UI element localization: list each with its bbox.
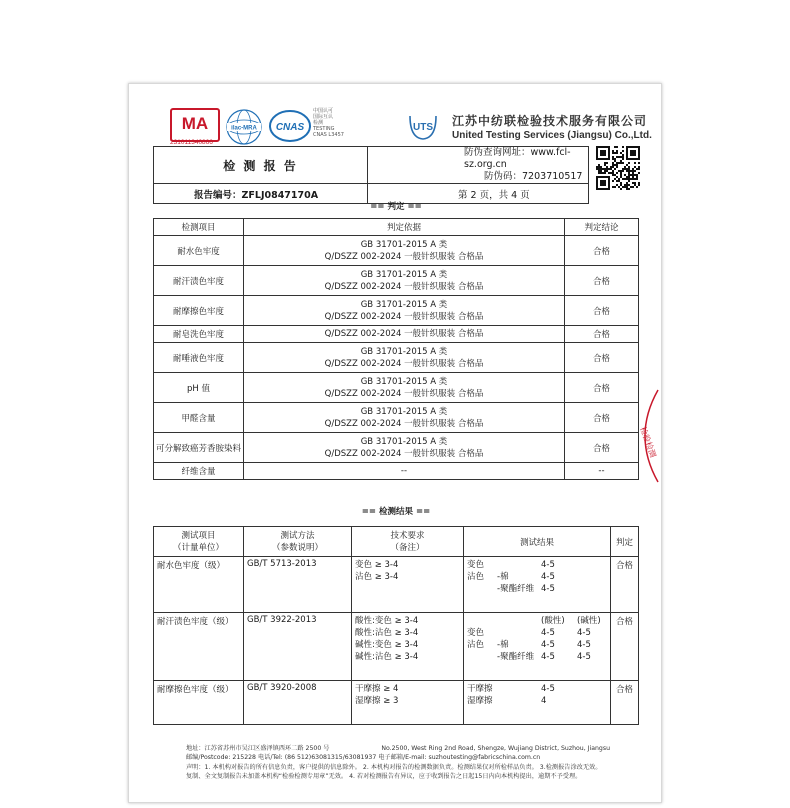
ilac-mra-logo (224, 107, 264, 147)
judgement-basis: GB 31701-2015 A 类 Q/DSZZ 002-2024 一般针织服装 合格品 (244, 373, 565, 403)
judgement-basis: -- (244, 463, 565, 480)
judgement-item: 耐皂洗色牢度 (154, 326, 244, 343)
judgement-row (154, 296, 639, 326)
results-row (154, 557, 639, 613)
footer (186, 744, 610, 781)
judgement-item: 耐唾液色牢度 (154, 343, 244, 373)
results-table (153, 526, 639, 725)
judgement-result: -- (565, 463, 639, 480)
judgement-table (153, 218, 639, 480)
judgement-result: 合格 (565, 266, 639, 296)
seal-text: 检验检测 (638, 425, 658, 459)
company-name-en: United Testing Services (Jiangsu) Co.,Ltd. (452, 130, 652, 141)
cnas-caption: 中国认可 国际互认 检测 TESTING CNAS L3457 (313, 108, 344, 138)
results-col-result: 测试结果 (464, 527, 611, 557)
judgement-item: 耐摩擦色牢度 (154, 296, 244, 326)
results-requirement: 酸性:变色 ≥ 3-4 酸性:沾色 ≥ 3-4 碱性:变色 ≥ 3-4 碱性:沾色 ≥ 3-4 (352, 613, 464, 681)
judgement-item: 纤维含量 (154, 463, 244, 480)
judgement-row (154, 433, 639, 463)
results-col-method: 测试方法 （参数说明） (244, 527, 352, 557)
cma-logo: MA (170, 108, 220, 142)
judgement-col-item: 检测项目 (154, 219, 244, 236)
judgement-result: 合格 (565, 236, 639, 266)
judgement-col-basis: 判定依据 (244, 219, 565, 236)
page-info: 第 2 页，共 4 页 (368, 184, 589, 204)
judgement-row (154, 373, 639, 403)
judgement-result: 合格 (565, 343, 639, 373)
results-requirement: 干摩擦 ≥ 4 湿摩擦 ≥ 3 (352, 681, 464, 725)
ilac-label: ilac-MRA (231, 125, 257, 132)
judgement-basis: GB 31701-2015 A 类 Q/DSZZ 002-2024 一般针织服装 合格品 (244, 296, 565, 326)
results-col-requirement: 技术要求 （备注） (352, 527, 464, 557)
report-number: ZFLJ0847170A (241, 189, 319, 201)
judgement-item: 耐汗渍色牢度 (154, 266, 244, 296)
results-item: 耐汗渍色牢度（级） (154, 613, 244, 681)
report-number-cell: 报告编号：ZFLJ0847170A (154, 184, 368, 204)
judgement-basis: Q/DSZZ 002-2024 一般针织服装 合格品 (244, 326, 565, 343)
anti-fake-code: 7203710517 (522, 171, 583, 182)
results-method: GB/T 3920-2008 (244, 681, 352, 725)
results-verdict: 合格 (611, 557, 639, 613)
judgement-basis: GB 31701-2015 A 类 Q/DSZZ 002-2024 一般针织服装 合格品 (244, 266, 565, 296)
results-section-title: == 检测结果 == (361, 507, 431, 517)
judgement-row (154, 463, 639, 480)
judgement-basis: GB 31701-2015 A 类 Q/DSZZ 002-2024 一般针织服装 合格品 (244, 343, 565, 373)
judgement-item: 可分解致癌芳香胺染料 (154, 433, 244, 463)
footer-statement-cont: 复制、全文复制报告未加盖本机构“检验检测专用章”无效。 4. 若对检测报告有异议，应于收到报告之日起15日内向本机构提出，逾期不予受理。 (186, 772, 582, 780)
judgement-basis: GB 31701-2015 A 类 Q/DSZZ 002-2024 一般针织服装 合格品 (244, 433, 565, 463)
verify-cell: 防伪查询网址：www.fcl-sz.org.cn 防伪码：7203710517 (368, 147, 589, 184)
results-values: (酸性) (碱性) 变色 4-5 4-5 沾色 -棉 4-5 4-5 -聚酯纤维 4-5 4-5 (464, 613, 611, 681)
judgement-section-title: == 判定 == (370, 202, 422, 212)
company-name-cn: 江苏中纺联检验技术服务有限公司 (452, 114, 648, 128)
judgement-item: pH 值 (154, 373, 244, 403)
footer-address: 地址：江苏省苏州市吴江区盛泽镇西环二路 2500 号 No.2500, West Ring 2nd Road, Shengze, Wujiang District, Suzhou, Jiangsu (186, 745, 610, 752)
results-values: 变色 4-5 沾色 -棉 4-5 -聚酯纤维 4-5 (464, 557, 611, 613)
results-verdict: 合格 (611, 681, 639, 725)
results-row (154, 613, 639, 681)
judgement-item: 甲醛含量 (154, 403, 244, 433)
uts-logo (406, 108, 440, 142)
results-item: 耐摩擦色牢度（级） (154, 681, 244, 725)
footer-contact: 邮编/Postcode: 215228 电话/Tel: (86 512)63081315/63081937 电子邮箱/E-mail: suzhoutesting@fabricschina.com.cn (186, 754, 541, 762)
results-header-row (154, 527, 639, 557)
results-item: 耐水色牢度（级） (154, 557, 244, 613)
cnas-label: CNAS (275, 122, 305, 133)
results-values: 干摩擦 4-5 湿摩擦 4 (464, 681, 611, 725)
qr-code[interactable] (596, 146, 640, 190)
judgement-row (154, 343, 639, 373)
results-verdict: 合格 (611, 613, 639, 681)
judgement-basis: GB 31701-2015 A 类 Q/DSZZ 002-2024 一般针织服装 合格品 (244, 236, 565, 266)
cma-number: 231011340866 (170, 139, 213, 146)
results-method: GB/T 5713-2013 (244, 557, 352, 613)
cnas-logo (268, 108, 312, 144)
results-col-item: 测试项目 （计量单位） (154, 527, 244, 557)
results-method: GB/T 3922-2013 (244, 613, 352, 681)
report-title: 检 测 报 告 (154, 147, 368, 184)
results-row (154, 681, 639, 725)
footer-statement: 声明：1. 本机构对报告的所有信息负责，客户提供的信息除外。 2. 本机构对报告的检测数据负责。检测结果仅对所检样品负责。 3.检测报告涂改无效。 (186, 763, 602, 771)
judgement-item: 耐水色牢度 (154, 236, 244, 266)
results-col-verdict: 判定 (611, 527, 639, 557)
verify-url[interactable]: www.fcl-sz.org.cn (464, 147, 571, 170)
judgement-row (154, 266, 639, 296)
judgement-result: 合格 (565, 403, 639, 433)
judgement-result: 合格 (565, 326, 639, 343)
results-requirement: 变色 ≥ 3-4 沾色 ≥ 3-4 (352, 557, 464, 613)
judgement-result: 合格 (565, 373, 639, 403)
judgement-result: 合格 (565, 433, 639, 463)
judgement-row (154, 326, 639, 343)
judgement-basis: GB 31701-2015 A 类 Q/DSZZ 002-2024 一般针织服装 合格品 (244, 403, 565, 433)
judgement-result: 合格 (565, 296, 639, 326)
uts-label: UTS (413, 122, 433, 133)
official-seal (628, 388, 662, 484)
judgement-row (154, 403, 639, 433)
report-header-table (153, 146, 589, 204)
judgement-col-result: 判定结论 (565, 219, 639, 236)
judgement-row (154, 236, 639, 266)
